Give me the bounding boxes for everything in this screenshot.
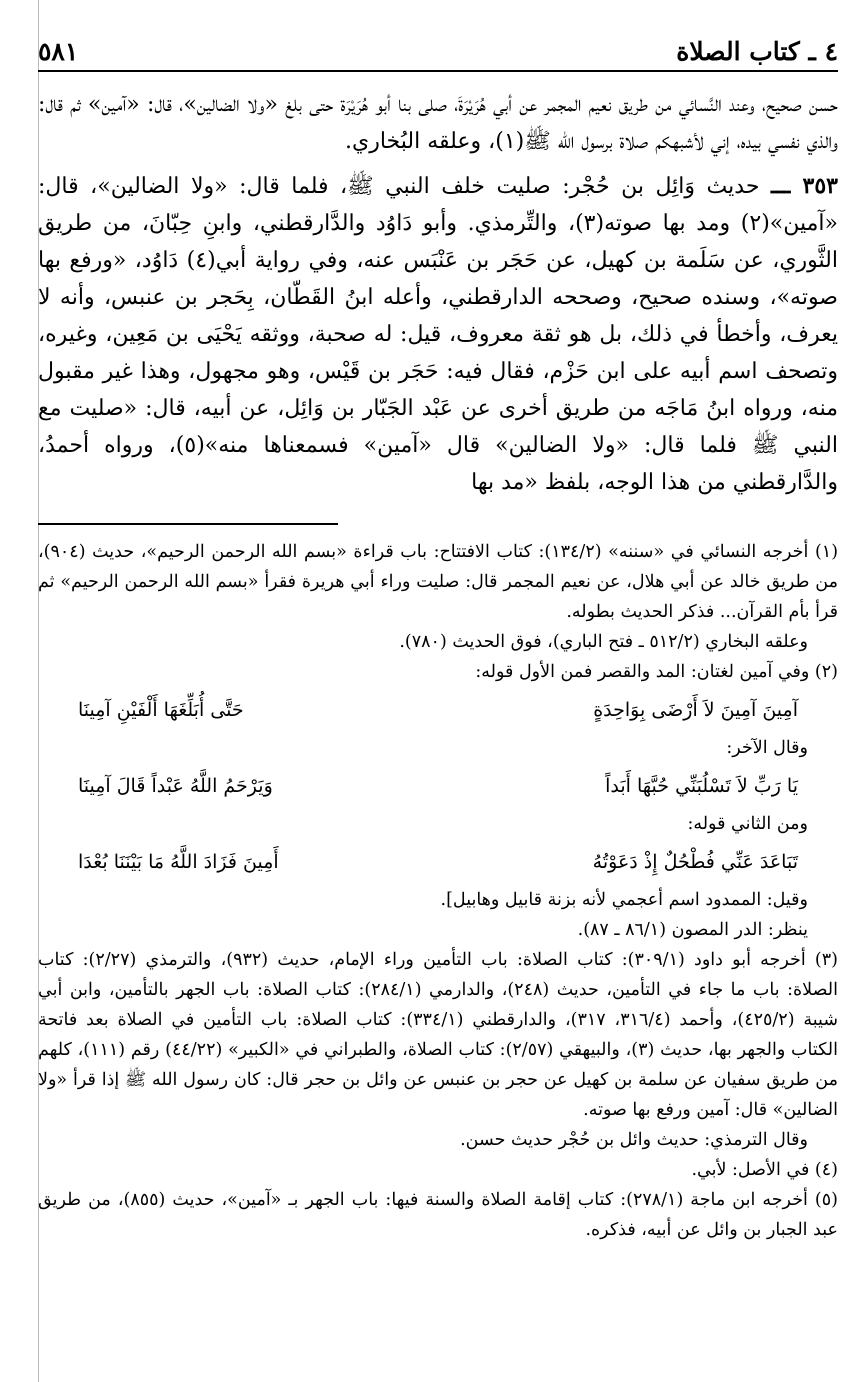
- footnote-2-d: وقيل: الممدود اسم أعجمي لأنه بزنة قابيل وهابيل].: [440, 890, 808, 910]
- hadith-paragraph: [38, 168, 838, 501]
- verse-2: [38, 763, 838, 809]
- page-number: ٥٨١: [38, 37, 79, 66]
- chapter-title: ٤ ـ كتاب الصلاة: [676, 37, 838, 66]
- verse-3-right: تَبَاعَدَ عَنِّي فُطْحُلٌ إِذْ دَعَوْتُهُ: [592, 851, 798, 873]
- verse-1-right: آمِينَ آمِينَ لاَ أَرْضَى بِوَاحِدَةٍ: [593, 699, 798, 721]
- header-rule: [38, 70, 838, 72]
- footnote-1-cont: وعلقه البخاري (٥١٢/٢ ـ فتح الباري)، فوق الحديث (٧٨٠).: [399, 632, 808, 652]
- footnote-2-b: وقال الآخر:: [726, 738, 808, 758]
- footnote-2-e: ينظر: الدر المصون (٨٦/١ ـ ٨٧).: [577, 920, 808, 940]
- hadith-text: حديث وَائِل بن حُجْر: صليت خلف النبي ﷺ، فلما قال: «ولا الضالين»، قال: «آمين»(٢) ومد بها صوته(٣)، والتِّرمذي. وأبو دَاوُد والدَّارقطني، وابنِ حِبّانَ، من طريق الثَّوري، عن سَلَمة بن كهيل، عن حَجَر بن عَنْبَس عنه، وفي رواية أبي(٤) دَاوُد، «ورفع بها صوته»، وسنده صحيح، وصححه الدارقطني، وأعله ابنُ القَطّان، بِحَجر بن عنبس، وأنه لا يعرف، وأخطأ في ذلك، بل هو ثقة معروف، قيل: له صحبة، ووثقه يَحْيَى بن مَعِين، وغيره، وتصحف اسم أبيه على ابن حَزْم، فقال فيه: حَجَر بن قَيْس، وهو مجهول، وهذا غير مقبول منه، ورواه ابنُ مَاجَه من طريق أخرى عن عَبْد الجَبّار بن وَائِل، عن أبيه، قال: «صليت مع النبي ﷺ فلما قال: «ولا الضالين» قال «آمين» فسمعناها منه»(٥)، ورواه أحمدُ، والدَّارقطني من هذا الوجه، بلفظ «مد بها: [38, 174, 838, 495]
- footnote-3: (٣) أخرجه أبو داود (٣٠٩/١): كتاب الصلاة: باب التأمين وراء الإمام، حديث (٩٣٢)، والترمذي (٢/٢٧): كتاب الصلاة: باب ما جاء في التأمين، حديث (٢٤٨)، والدارمي (٢٨٤/١): كتاب الصلاة: باب الجهر بالتأمين، وابن أبي شيبة (٤٢٥/٢)، وأحمد (٣١٦/٤، ٣١٧)، والدارقطني (٣٣٤/١): كتاب الصلاة: باب التأمين في الصلاة بعد فاتحة الكتاب والجهر بها، حديث (٣)، والبيهقي (٢/٥٧): كتاب الصلاة، والطبراني في «الكبير» (٤٤/٢٢) رقم (١١١)، كلهم من طريق سفيان عن سلمة بن كهيل عن حجر بن عنبس عن وائل بن حجر قال: كان رسول الله ﷺ إذا قرأ «ولا الضالين» قال: آمين ورفع بها صوته.: [38, 950, 838, 1120]
- footnote-3-b: وقال الترمذي: حديث وائل بن حُجْر حديث حسن.: [460, 1130, 808, 1150]
- footnote-2: (٢) وفي آمين لغتان: المد والقصر فمن الأول قوله:: [475, 662, 838, 682]
- verse-2-right: يَا رَبِّ لاَ تَسْلُبَنِّي حُبَّهَا أَبَداً: [605, 775, 798, 797]
- running-header: [38, 20, 838, 66]
- hadith-number: ٣٥٣ ـــ: [770, 173, 838, 199]
- verse-1: [38, 687, 838, 733]
- book-page: [38, 20, 838, 1362]
- footnote-5: (٥) أخرجه ابن ماجة (٢٧٨/١): كتاب إقامة الصلاة والسنة فيها: باب الجهر بـ «آمين»، حديث (٨٥٥)، من طريق عبد الجبار بن وائل عن أبيه، فذكره.: [38, 1190, 838, 1240]
- verse-1-left: حَتَّى أُبَلِّغَهَا أَلْفَيْنِ آمِينَا: [78, 699, 244, 721]
- footnote-separator-wrap: [38, 523, 838, 525]
- footnote-1: (١) أخرجه النسائي في «سننه» (١٣٤/٢): كتاب الافتتاح: باب قراءة «بسم الله الرحمن الرحيم»، حديث (٩٠٤)، من طريق خالد عن أبي هلال، عن نعيم المجمر قال: صليت وراء أبي هريرة فقرأ «بسم الله الرحمن الرحيم» ثم قرأ بأم القرآن... فذكر الحديث بطوله.: [38, 542, 839, 622]
- footnote-separator: [38, 523, 338, 525]
- footnote-4: (٤) في الأصل: لأبي.: [691, 1160, 838, 1180]
- footnotes: [38, 537, 838, 1245]
- verse-3: [38, 839, 838, 885]
- verse-2-left: وَيَرْحَمُ اللَّهُ عَبْداً قَالَ آمِينَا: [78, 775, 273, 797]
- paragraph-1: حسن صحيح، وعند النَّسائي من طريق نعيم المجمر عن أبي هُرَيْرَةَ، صلى بنا أبو هُرَيْرَة حتى بلغ «ولا الضالين»، قال: «آمين» ثم قال: والذي نفسي بيده، إني لأشبهكم صلاة برسول الله ﷺ(١)، وعلقه البُخاري.: [38, 92, 838, 154]
- main-text: [38, 86, 838, 501]
- footnote-2-c: ومن الثاني قوله:: [687, 814, 808, 834]
- verse-3-left: أَمِينَ فَزَادَ اللَّهُ مَا بَيْنَنَا بُعْدَا: [78, 851, 279, 873]
